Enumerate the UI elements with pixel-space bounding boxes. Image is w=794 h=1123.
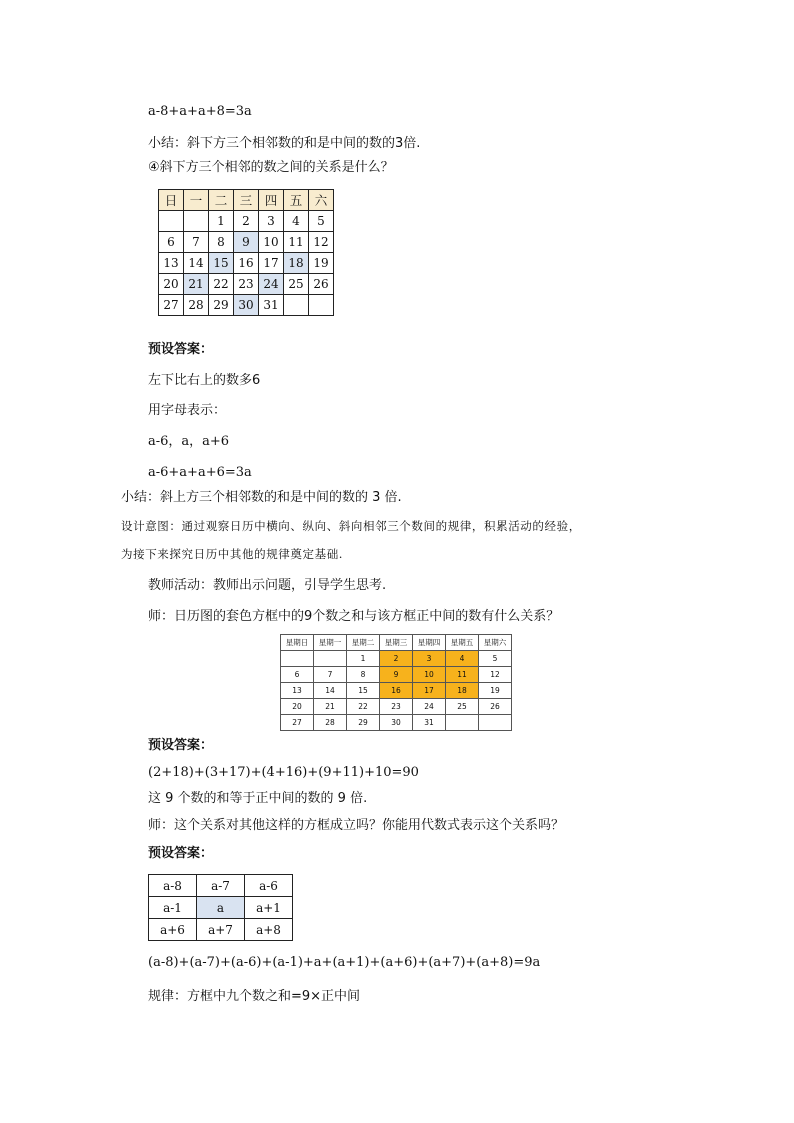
teacher-question-2: 师：这个关系对其他这样的方框成立吗？你能用代数式表示这个关系吗？ — [148, 818, 565, 833]
sum-conclusion: 这 9 个数的和等于正中间的数的 9 倍. — [148, 791, 368, 806]
teacher-question-1: 师：日历图的套色方框中的9个数之和与该方框正中间的数有什么关系？ — [148, 609, 560, 624]
table-cell: a+1 — [245, 897, 293, 919]
top-equation: a-8+a+a+8=3a — [148, 104, 252, 119]
table-cell: 9 — [380, 667, 413, 683]
weekday-header: 三 — [234, 190, 259, 211]
weekday-header: 星期二 — [347, 635, 380, 651]
table-cell: 21 — [184, 274, 209, 295]
preset-answer-label: 预设答案： — [148, 738, 214, 753]
calendar-2-body — [281, 651, 512, 731]
table-cell: 13 — [159, 253, 184, 274]
design-intent-line-2: 为接下来探究日历中其他的规律奠定基础. — [121, 547, 344, 561]
table-row — [149, 919, 293, 941]
table-cell: 15 — [209, 253, 234, 274]
table-cell: 2 — [234, 211, 259, 232]
table-row — [159, 253, 334, 274]
weekday-header: 六 — [309, 190, 334, 211]
table-cell: 29 — [209, 295, 234, 316]
table-cell: 14 — [314, 683, 347, 699]
answer-text-2: 用字母表示： — [148, 403, 227, 418]
weekday-header: 星期日 — [281, 635, 314, 651]
table-cell: a-1 — [149, 897, 197, 919]
table-cell: a — [197, 897, 245, 919]
table-cell: 12 — [479, 667, 512, 683]
algebra-grid-body — [149, 875, 293, 941]
calendar-1-header-row — [159, 190, 334, 211]
table-cell: 9 — [234, 232, 259, 253]
table-cell: 25 — [284, 274, 309, 295]
table-cell: 15 — [347, 683, 380, 699]
table-cell: 6 — [281, 667, 314, 683]
table-cell: 17 — [259, 253, 284, 274]
table-cell: 26 — [309, 274, 334, 295]
table-cell: 6 — [159, 232, 184, 253]
table-cell: 7 — [184, 232, 209, 253]
table-cell: 19 — [309, 253, 334, 274]
table-cell: a-6 — [245, 875, 293, 897]
table-row — [159, 274, 334, 295]
table-cell — [314, 651, 347, 667]
algebra-grid — [148, 874, 293, 941]
answer-equation: a-6+a+a+6=3a — [148, 465, 252, 480]
table-cell: 11 — [284, 232, 309, 253]
table-cell: 10 — [259, 232, 284, 253]
table-cell: 8 — [209, 232, 234, 253]
weekday-header: 星期五 — [446, 635, 479, 651]
table-cell — [184, 211, 209, 232]
weekday-header: 星期六 — [479, 635, 512, 651]
table-cell: 4 — [446, 651, 479, 667]
table-cell: a-8 — [149, 875, 197, 897]
weekday-header: 四 — [259, 190, 284, 211]
table-row — [281, 683, 512, 699]
table-cell: 27 — [281, 715, 314, 731]
preset-answer-label: 预设答案： — [148, 342, 214, 357]
table-row — [281, 715, 512, 731]
table-cell: 17 — [413, 683, 446, 699]
table-cell: 11 — [446, 667, 479, 683]
weekday-header: 一 — [184, 190, 209, 211]
table-cell: 27 — [159, 295, 184, 316]
table-cell: 29 — [347, 715, 380, 731]
table-cell: 28 — [314, 715, 347, 731]
table-cell: 18 — [446, 683, 479, 699]
table-row — [159, 295, 334, 316]
table-cell: 1 — [209, 211, 234, 232]
calendar-2-header-row — [281, 635, 512, 651]
table-cell: a+6 — [149, 919, 197, 941]
table-row — [281, 651, 512, 667]
table-cell: 18 — [284, 253, 309, 274]
table-cell: 10 — [413, 667, 446, 683]
table-cell: 22 — [347, 699, 380, 715]
table-cell: a+7 — [197, 919, 245, 941]
table-cell: a-7 — [197, 875, 245, 897]
table-cell: 16 — [234, 253, 259, 274]
table-cell: 21 — [314, 699, 347, 715]
calendar-table-2 — [280, 634, 512, 731]
table-cell: 5 — [479, 651, 512, 667]
table-cell: 30 — [234, 295, 259, 316]
question-4: ④斜下方三个相邻的数之间的关系是什么？ — [148, 160, 394, 175]
table-cell: 3 — [413, 651, 446, 667]
table-cell: 28 — [184, 295, 209, 316]
calendar-table-1 — [158, 189, 334, 316]
weekday-header: 日 — [159, 190, 184, 211]
table-cell: 20 — [281, 699, 314, 715]
table-row — [281, 667, 512, 683]
calendar-1-body — [159, 211, 334, 316]
table-cell: 12 — [309, 232, 334, 253]
table-cell: 31 — [413, 715, 446, 731]
table-cell — [159, 211, 184, 232]
table-cell: 14 — [184, 253, 209, 274]
final-equation: (a-8)+(a-7)+(a-6)+(a-1)+a+(a+1)+(a+6)+(a+7)+(a+8)=9a — [148, 955, 541, 970]
table-cell: 23 — [380, 699, 413, 715]
answer-expression: a-6，a，a+6 — [148, 434, 230, 449]
rule-statement: 规律：方框中九个数之和=9×正中间 — [148, 989, 361, 1004]
table-cell: 31 — [259, 295, 284, 316]
table-cell: 1 — [347, 651, 380, 667]
table-cell: 3 — [259, 211, 284, 232]
table-cell: 25 — [446, 699, 479, 715]
table-cell: 13 — [281, 683, 314, 699]
table-cell: 4 — [284, 211, 309, 232]
table-row — [159, 232, 334, 253]
table-row — [159, 211, 334, 232]
table-cell: 23 — [234, 274, 259, 295]
table-cell: 24 — [259, 274, 284, 295]
table-cell: 26 — [479, 699, 512, 715]
table-cell: 19 — [479, 683, 512, 699]
weekday-header: 二 — [209, 190, 234, 211]
table-cell — [309, 295, 334, 316]
table-cell: 20 — [159, 274, 184, 295]
table-cell: 22 — [209, 274, 234, 295]
weekday-header: 星期三 — [380, 635, 413, 651]
table-cell — [446, 715, 479, 731]
table-cell: 5 — [309, 211, 334, 232]
table-cell: a+8 — [245, 919, 293, 941]
table-row — [149, 897, 293, 919]
teacher-activity: 教师活动：教师出示问题，引导学生思考. — [148, 578, 387, 593]
preset-answer-label: 预设答案： — [148, 846, 214, 861]
table-cell — [479, 715, 512, 731]
table-cell: 7 — [314, 667, 347, 683]
table-row — [281, 699, 512, 715]
summary-diagonal-down: 小结：斜下方三个相邻数的和是中间的数的3倍. — [148, 136, 421, 151]
table-cell: 2 — [380, 651, 413, 667]
table-cell: 16 — [380, 683, 413, 699]
table-cell — [281, 651, 314, 667]
sum-equation: (2+18)+(3+17)+(4+16)+(9+11)+10=90 — [148, 765, 419, 780]
table-cell: 8 — [347, 667, 380, 683]
table-cell: 24 — [413, 699, 446, 715]
weekday-header: 星期一 — [314, 635, 347, 651]
answer-text-1: 左下比右上的数多6 — [148, 373, 261, 388]
table-cell: 30 — [380, 715, 413, 731]
summary-diagonal-up: 小结：斜上方三个相邻数的和是中间的数的 3 倍. — [121, 490, 402, 505]
table-row — [149, 875, 293, 897]
design-intent-line-1: 设计意图：通过观察日历中横向、纵向、斜向相邻三个数间的规律，积累活动的经验， — [121, 519, 581, 533]
table-cell — [284, 295, 309, 316]
weekday-header: 星期四 — [413, 635, 446, 651]
weekday-header: 五 — [284, 190, 309, 211]
